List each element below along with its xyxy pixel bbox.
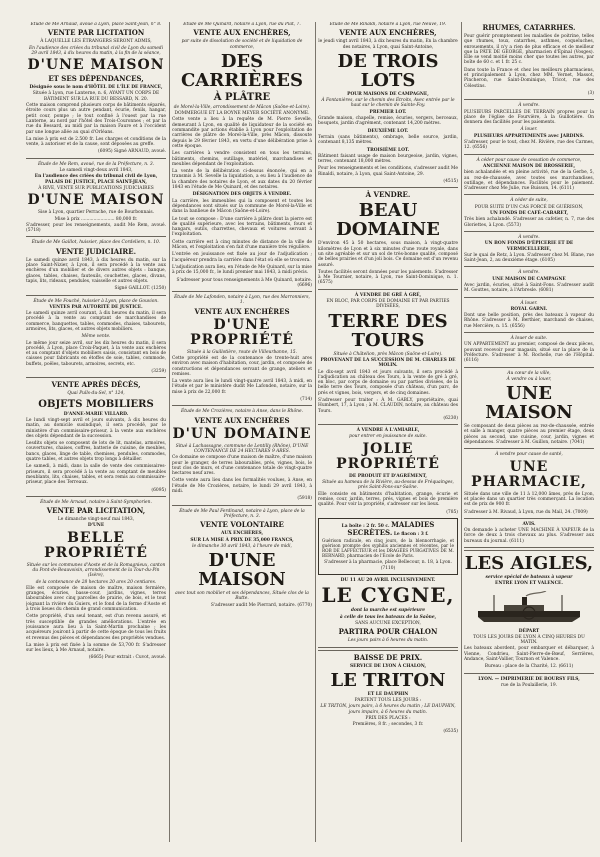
ad-body: Située dans une ville de 11 à 12,000 âmes, près de Lyon, et placée dans un quartier très commerçant. La location est de prix de 900 fr.: [464, 491, 594, 508]
ad-subtitle: SERVICE DE LYON À CHALON,: [350, 663, 426, 669]
ad-signature: (5918): [297, 496, 312, 502]
ad-signature: (6230): [443, 415, 458, 421]
ad-headline: D'UNE MAISON: [27, 192, 165, 209]
ad-title: VENTE JUDICIAIRE.: [55, 246, 137, 256]
divider: [464, 194, 594, 195]
ad-signature: (6095) Signé ARNAUD, avoué.: [98, 149, 166, 155]
flacon-price: Le flacon : 3 f.: [393, 532, 429, 538]
ad-belle-propriete: [26, 500, 166, 661]
ad-signature: S'adresser audit Me Pierrard, notaire. (6770): [210, 602, 312, 608]
ad-section-title: TROISIÈME LOT.: [366, 147, 410, 153]
ad-rhumes: [464, 24, 594, 96]
ad-headline: À PLÂTRE: [213, 91, 271, 103]
ad-title: VENTE AUX ENCHÈRES,: [193, 28, 291, 38]
ad-body: UN APPARTEMENT au premier, composé de deux pièces, pouvant recevoir pour magasin, situé sur la place de la Préfecture. S'adresser à M. Rochelle, rue de l'Hôpital. (6116): [464, 342, 594, 364]
ad-subtitle: le dimanche 30 avril 1843, à l'heure de midi,: [192, 543, 292, 549]
ad-subtitle: AUX ENCHÈRES,: [220, 531, 264, 537]
ad-une-maison: [464, 371, 594, 446]
ad-headline: JOLIE PROPRIÉTÉ: [336, 440, 440, 472]
ad-subtitle: TOUS LES JOURS DE LYON À CINQ HEURES DU MATIN.: [473, 634, 585, 646]
column-1: [26, 22, 166, 662]
column-rule: [461, 22, 462, 842]
ad-subtitle: Située à Lyon, rue Lanterne, n. 6, AYANT UN CORPS DE BÂTIMENT SUR LA RUE DU BESSARD, N. 20.: [32, 91, 160, 102]
ad-subtitle: DÉPART: [518, 628, 540, 634]
ad-title: À céder pour cause de cessation de commerce,: [476, 157, 582, 163]
ad-header: Étude de Me Crozières, notaire à Anse, dans le Rhône.: [181, 409, 303, 415]
ad-title: VENTE AUX ENCHÈRES,: [339, 28, 437, 38]
imprint-line: LYON. — IMPRIMERIE DE BOURSY FILS,: [478, 676, 580, 682]
ad-signature: (4515): [443, 179, 458, 185]
ad-body: Elle est composée de maison de maître, maison fermière, granges, écuries, basse-cour, jardins, vignes, terres labourables avec cinq parcelles de prairie, de bois, et le tout joignant la rivière du Guiers, et le fond de la ferme d'Aoste et à trois lieues du chemin de grand communication.: [26, 585, 166, 613]
ad-title: DU 11 AU 20 AVRIL INCLUSIVEMENT.: [340, 578, 436, 584]
ad-signature: (3259): [151, 369, 166, 375]
ad-beau-domaine: [318, 191, 458, 285]
ad-body: La vente de la délibération ci-dessus énoncée, qui en a transmis à M. Sevelle la liquidation, a eu lieu à l'audience de la chambre des notaires de Lyon, et aux dates du 20 février 1843 en l'étude de Me Quinard, et des notaires.: [172, 169, 312, 191]
ad-subtitle: avec tout son mobilier et ses dépendances, Située clos de la Butte.: [175, 591, 309, 602]
ad-subtitle: ROYAL GARNI.: [510, 306, 548, 312]
ad-subtitle: Sise à Lyon, quartier Perrache, rue de Bourbonnais.: [37, 210, 155, 216]
ad-body: Cette carrière est à cinq minutes de distance de la ville de Mâcon, et l'exploitation s'en fait d'une manière très régulière.: [172, 239, 312, 251]
ad-headline: RHUMES, CATARRHES.: [482, 23, 576, 32]
ad-subtitle: pour entrer en jouissance de suite.: [349, 434, 427, 440]
ad-header: Étude de Me Arnaud, notaire à Saint-Symphorien.: [40, 499, 152, 505]
ad-subtitle: D'ANNE-MARIE VILLARD.: [63, 411, 129, 417]
ad-headline: OBJETS MOBILIERS: [38, 398, 154, 410]
ad-body: S'adresser, pour les renseignements, audit Me Rem, avoué. (5718): [26, 222, 166, 234]
ad-body: Les carrières à vendre consistent en tous les terrains, bâtiments, chemins, outillage, matériel, marchandises et meubles dépendant de l'exploitation.: [172, 151, 312, 167]
ad-domaine-lentilly: [172, 409, 312, 501]
ad-body: Pour guérir promptement les maladies de poitrine, telles que rhumes, toux, catarrhes, asthmes, coqueluches, enrouements, il n'y a rien de plus efficace et de meilleur que la PÂTE DE GEORGÉ, pharmacien d'Épinal (Vosges). Elle se vend moitié moins cher que toutes les autres, par boîte de 60 c. et 1 fr. 25 c.: [464, 34, 594, 66]
ad-headline: DES CARRIÈRES: [180, 50, 304, 91]
ad-body: Dans toute la France et chez les meilleurs pharmaciens, et principalement à Lyon, chez MM. Vernet, Massot, Pincheron, rue Saint-Dominique, Tricot, rue des Célestins.: [464, 67, 594, 89]
ad-ventes-autorite: [26, 299, 166, 375]
divider: [464, 99, 594, 100]
ad-body: Cette propriété, d'un seul tenant, est d'un revenu assuré, et très susceptible de grandes améliorations. L'entrée en jouissance aura lieu à la Saint-Martin prochaine ; les acquéreurs jouiront à partir de cette époque de tous les fruits et revenus des pièces et dépendances des propriétés vendues.: [26, 614, 166, 641]
ad-vente-volontaire: [172, 509, 312, 608]
ad-parcelles: [464, 103, 594, 150]
ad-body: Très bien achalandé. S'adresser au cafetier, n. 7, rue des Gloriettes, à Lyon. (5573): [464, 217, 594, 228]
ad-body: Cette vente aura lieu dans les formalités voulues, à Anse, en l'étude de Me Crozières, notaire, le lundi 29 avril 1843, à midi.: [172, 478, 312, 495]
ad-subtitle: Quai Pulls-du-Sel, n° 124,: [67, 391, 125, 397]
ad-headline: D'UNE MAISON: [198, 550, 286, 591]
ad-body: S'adresser, pour le tout, chez M. Rivière, rue des Carmes, 12. (6556): [464, 140, 594, 151]
ad-title: À vendre.: [518, 103, 540, 109]
imprint-line: rue de la Poulaillerie, 19.: [500, 682, 558, 688]
ad-body: D'environ 45 à 50 hectares, sous maison, à vingt-quatre kilomètres de Lyon et à six minutes d'une route royale, dans un site agréable et sur un sol de très-bonne qualité, composé de belles prairies et d'un joli bois. Ce domaine est d'un revenu assuré.: [318, 241, 458, 268]
ad-signature: (6665) Pour extrait : Cuvot, avoué.: [88, 655, 166, 661]
ad-body: Le tout se compose : D'une carrière à plâtre dont la pierre est de qualité supérieure, avec les terrains, bâtiments, fours et hangars, outils, charrettes, chevaux et voitures servant à l'exploitation.: [172, 216, 312, 238]
ad-body: Cette maison comprend plusieurs corps de bâtiments séparés, étroite cours plus un autre pendant, écurie, fenils, hangar, petit cour, pompe ; le tout confiné à l'ouest par la rue Lanterne, au nord par l'hôtel des Trois-Couronnes ; et par la rue du Bessard, au midi par la maison Faure et à l'occident par une longue allée au quai d'Orléans.: [26, 103, 166, 135]
ad-carrieres: [172, 22, 312, 288]
ad-subtitle: PROVENANT DE LA SUCCESSION DE M. CHARLES DE MOLIN.: [320, 357, 456, 369]
ad-body: Le samedi quinze avril courant, à dix heures du matin, il sera procédé à la vente au comptant de marchandises de commerce, banquettes, tables, commodes, chaises, tabourets, armoires, lits, glaces, et autres objets mobiliers.: [26, 311, 166, 332]
ad-body: Ce domaine se compose d'une maison de maître, d'une maison pour le granger, de terres labourables, prés, vignes, bois, le tout clos de murs, et d'une contenance totale de vingt-quatre hectares neuf ares.: [172, 455, 312, 477]
ad-maladies-secretes: [318, 518, 458, 575]
ad-subtitle: En l'audience des criées du tribunal civil de Lyon du samedi 29 avril 1843, à dix heures du matin, à la fin de la séance,: [28, 45, 164, 56]
divider: [464, 547, 594, 551]
ad-body: Grande maison, chapelle, remise, écuries, vergers, berceaux, bosquets, jardin d'agrément, contenant 14,200 mètres.: [318, 116, 458, 127]
ad-headline: D'UNE PROPRIÉTÉ: [190, 316, 294, 348]
ad-body: S'adresser à M. Rivaud, à Lyon, rue du Mail, 24. (7009): [464, 509, 588, 515]
ad-headline: LE TRITON: [330, 669, 446, 691]
steamboat-illustration: [474, 591, 584, 625]
ad-trois-lots: [318, 22, 458, 184]
ad-appartement: [464, 336, 594, 363]
divider: [172, 405, 312, 406]
ad-body: Bâtiment faisant usage de maison bourgeoise, jardin, vignes, terres, contenant 18,000 mètres.: [318, 153, 458, 165]
ad-title: À louer de suite.: [510, 336, 548, 342]
ad-body: Se composant de deux pièces au rez-de-chaussée, entrée et salle à manger, quatre pièces au premier étage, deux pièces au second, une cuisine, cour, jardin, vignes et dépendances. S'adresser à M. Guillon, notaire. (7041): [464, 424, 594, 446]
ad-maison-perrache: [26, 162, 166, 234]
ad-section-title: DÉSIGNATION DES OBJETS À VENDRE.: [192, 192, 292, 198]
column-rule: [169, 22, 170, 842]
ad-hotel-ile-de-france: [26, 22, 166, 155]
ad-title: VENTES PAR AUTORITÉ DE JUSTICE.: [49, 304, 143, 310]
column-2: [172, 22, 312, 609]
divider: [318, 187, 458, 188]
ad-headline: BEAU DOMAINE: [336, 200, 440, 241]
ad-body: Toutes facilités seront données pour les paiements. S'adresser à Me Tournier, notaire, à Lyon, rue Saint-Dominique, n. 1. (6575): [318, 269, 458, 286]
ad-body: Dont une belle position, près des bateaux à vapeur du Rhône. S'adresser à M. Berthier, marchand de chaises, rue Mercière, n. 15. (6556): [464, 313, 594, 329]
ad-objets-mobiliers: [26, 381, 166, 492]
ad-propriete-guillotiere: [172, 295, 312, 402]
ad-signature: Signé GAILLOT. (1250): [114, 286, 166, 292]
ad-subtitle: Située à Châtelion, près Mâcon (Saône-et-Loire).: [333, 351, 443, 357]
ad-title-row: [322, 521, 454, 538]
ad-title: VENTE AUX ENCHÈRES: [194, 415, 290, 425]
ad-headline: UNE PHARMACIE,: [471, 458, 587, 490]
ad-title: À VENDRE.: [365, 190, 411, 200]
ad-title: À vendre pour cause de santé,: [495, 452, 563, 458]
ad-epicerie: [464, 235, 594, 263]
ad-body: Cette vente a lieu à la requête de M. Pierre Sevelle, demeurant à Lyon, en qualité de liquidateur de la société en commandite par actions établie à Lyon pour l'exploitation de carrières de plâtre de Morel-la-Ville, près Mâcon, dissoute depuis le 29 février 1843, en vertu d'une délibération prise à cette époque.: [172, 117, 312, 149]
ad-body: Le dix-sept avril 1843 et jours suivants, il sera procédé à l'adjudication au château des Tours, à la vente de gré à gré, en bloc, par corps de domaine ou par parties divisées, de la belle terre des Tours, composée d'un château, d'un parc, de prés et vignes, bois, vergers, et de cinq domaines.: [318, 369, 458, 396]
ad-body: Elle consiste en bâtiments d'habitation, grange, écurie et remise, cour, jardin, terres, prés, vignes et bois de première qualité. Pour voir la propriété, s'adresser sur les lieux.: [318, 491, 458, 508]
ad-subtitle: Située à la Guillotière, route de Villeurbanne, 15.: [187, 349, 297, 355]
ad-body: La mise à prix est fixée à la somme de 53,700 fr. S'adresser sur les lieux, à Me Arnaud, notaire.: [26, 642, 166, 654]
ad-header: Étude de Me Gaillot, huissier, place des Cordeliers, n. 10.: [31, 240, 161, 246]
ad-subtitle: à celle de tous les bateaux de la Saône,: [339, 614, 437, 620]
ad-body: Guérison radicale, en cinq jours, de la blennorrhagie, et guérison prompte des syphilis anciennes et récentes, par le ROB DE LAFFECTEUR et les DRAGÉES PURGATIVES DE M. BERNARD, pharmacien de l'École de Paris.: [322, 538, 454, 559]
ad-subtitle: POUR MAISONS DE CAMPAGNE,: [347, 91, 429, 97]
ad-subtitle: Située au hameau de la Rivière, au-dessus de Fréquainges, près Saint-Fons-sur-Saône.: [322, 480, 454, 491]
imprint: [464, 677, 594, 689]
ad-body: PLUSIEURS PARCELLES DE TERRAIN propres pour la place de l'église de Fourvière, à la Guillotière. On donnera des facilités pour les paiements.: [464, 109, 594, 126]
ad-title: AVIS.: [522, 521, 536, 527]
ad-header: Étude de Me Fouché, huissier à Lyon, place de Gouvion.: [33, 298, 159, 304]
divider: [26, 158, 166, 159]
ad-subtitle: ENTRE LYON ET VALENCE.: [495, 581, 563, 587]
ad-jolie-propriete: [318, 428, 458, 515]
ad-subtitle: PARTENT TOUS LES JOURS :: [354, 698, 422, 704]
ad-subtitle: Située sur les communes d'Aoste et de la Romagnieux, canton du Pont-de-Beauvoisin, arrondissement de la Tour-du-Pin (Isère),: [26, 562, 166, 579]
ad-header: Étude de Me Lafonden, notaire à Lyon, rue des Marronniers, 1.: [174, 295, 310, 306]
ad-subtitle: SANS AUCUNE EXCEPTION,: [355, 620, 421, 626]
ad-subtitle: de Morel-la-Ville, arrondissement de Mâcon (Saône-et-Loire).: [173, 104, 311, 110]
ad-title: À vendre.: [518, 234, 540, 240]
ad-header: Étude de Me Rinaldi, notaire à Lyon, rue Neuve, 19.: [329, 22, 447, 27]
ad-subtitle: service spécial de bateaux à vapeur: [485, 575, 573, 580]
divider: [464, 154, 594, 155]
ad-subtitle: SUR LA MISE À PRIX DE 35,000 FRANCS,: [190, 537, 294, 543]
divider: [172, 505, 312, 506]
ad-body: La carrière, les immeubles qui la composent et toutes les dépendances sont situés sur la commune de Morel-la-Ville et dans la banlieue de Mâcon (Saône-et-Loire).: [172, 198, 312, 215]
ad-headline: LE CYGNE,: [321, 583, 455, 608]
ad-headline: DE TROIS LOTS: [337, 50, 439, 91]
column-rule: [315, 22, 316, 842]
ad-subtitle: de la contenance de 28 hectares 20 ares 20 centiares.: [35, 579, 157, 585]
ad-avis: [464, 522, 594, 544]
ad-header: Étude de Me Arnaud, avoué à Lyon, place Saint-Jean, n° 8.: [30, 22, 162, 27]
ad-cafe-cabaret: [464, 198, 594, 227]
ad-header: Étude de Me Paul Ferdinand, notaire à Lyon, place de la Préfecture, n. 3.: [179, 508, 305, 519]
ad-headline: MALADIES SECRÈTES.: [347, 519, 435, 538]
ad-body: La mise à prix est de 2.500 fr. Les charges et conditions de la vente, à autoriser et de la cause, sont déposées au greffe.: [26, 136, 166, 148]
ad-signature: (3): [587, 90, 594, 96]
ad-subtitle: EN BLOC, PAR CORPS DE DOMAINE ET PAR PARTIES DIVISÉES,: [326, 299, 450, 310]
ad-title: VENTE PAR LICITATION: [47, 28, 145, 38]
divider: [464, 673, 594, 674]
ad-headline: BELLE PROPRIÉTÉ: [44, 529, 148, 561]
ad-title: Au cœur de la ville,: [507, 370, 551, 376]
ad-headline: ET SES DÉPENDANCES,: [48, 74, 144, 84]
ad-le-cygne: [318, 578, 458, 734]
ad-maison-campagne: [464, 270, 594, 293]
divider: [464, 297, 594, 298]
ad-body: Le lundi vingt-sept avril et jours suivants, à dix heures du matin, au domicile susindiqué, il sera procédé, par le ministère d'un commissaire-priseur, à la vente aux enchères des objets dépendant de la succession.: [26, 417, 166, 439]
ad-headline: TERRE DES TOURS: [328, 310, 448, 351]
ad-body: Pour les renseignements et les conditions, s'adresser audit Me Rinaldi, notaire, à Lyon, quai Saint-Antoine, 29.: [318, 166, 458, 177]
ad-body: Le samedi, à midi, dans la salle de vente des commissaires-priseurs, il sera procédé à la vente au comptant de meubles meublants, lits, chaises, tables, et sera remis au commissaire-priseur, place des Terreaux.: [26, 464, 166, 486]
ad-headline: D'UN DOMAINE: [172, 425, 312, 442]
ad-subtitle: dont la marche est supérieure: [350, 608, 426, 614]
ad-title: À céder de suite,: [510, 198, 548, 204]
ad-body: Les bateaux abordent, pour embarquer et débarquer, à Vienne, Condrieu, Saint-Pierre-de-Bœuf, Serrières, Andance, Saint-Vallier, Tournon et Valence.: [464, 646, 594, 663]
divider: [318, 424, 458, 425]
ad-body: Le samedi quinze avril 1843, à dix heures du matin, sur la place Saint-Nizier, à Lyon, il sera procédé à la vente aux enchères d'un mobilier et de divers autres objets : banque, glaces, tables, chaises, fauteuils, couchettes, glaces, divans, tapis, lits, rideaux, pendules, vaisselle et autres objets.: [26, 257, 166, 284]
ad-pharmacie: [464, 452, 594, 514]
ad-title: À vendre.: [518, 270, 540, 276]
ad-subtitle: DE PRODUIT ET D'AGRÉMENT,: [349, 473, 427, 479]
ad-subtitle: À LAQUELLE LES ÉTRANGERS SERONT ADMIS,: [40, 39, 152, 45]
divider: [318, 289, 458, 290]
ad-header: Étude de Me Quinard, notaire à Lyon, rue du Plat, 7.: [183, 22, 301, 27]
ad-subtitle: ANCIENNE MAISON DE BROSSERIE,: [482, 163, 576, 169]
ad-subtitle: Même vente.: [81, 334, 111, 340]
ad-header: Étude de Me Rem, avoué, rue de la Préfecture, n. 3.: [37, 161, 155, 167]
divider: [464, 448, 594, 449]
ad-signature: S'adresser à la pharmacie, place Bellecour, n. 18, à Lyon. (7110): [324, 560, 452, 571]
ad-subtitle: UN BON FONDS D'ÉPICERIE ET DE VERMICELLERIE,: [484, 241, 574, 252]
ad-headline: UNE MAISON: [485, 383, 573, 424]
ad-subtitle: PRIX DES PLACES :: [365, 716, 411, 721]
ad-signature: (785): [446, 509, 458, 515]
box-price: La boîte : 2 fr. 50 c.: [341, 523, 390, 529]
ad-subtitle: À Fontanières, sur le chemin des Étroits, Avec entrée par le haut sur le chemin de Sainte-Foy.: [321, 98, 455, 109]
ad-signature: (6095): [151, 487, 166, 493]
divider: [172, 291, 312, 292]
ad-section-title: DEUXIÈME LOT.: [367, 128, 409, 134]
ad-subtitle: UNE MAISON DE CAMPAGNE: [492, 276, 566, 282]
ad-subtitle: Le samedi vingt-deux avril 1843,: [59, 168, 133, 174]
divider: [26, 236, 166, 237]
ad-title: BAISSE DE PRIX.: [353, 652, 423, 662]
ad-title: À louer.: [520, 127, 538, 133]
ad-subtitle: Désignée sous le nom d'HÔTEL DE L'ÎLE DE FRANCE,: [29, 85, 163, 91]
divider: [464, 332, 594, 333]
ad-body: Terrain (sans bâtiments), ombrage, belle source, jardin, contenant 8,135 mètres.: [318, 134, 458, 146]
ad-price: Premières, 8 fr. ; secondes, 3 fr.: [352, 722, 424, 728]
ad-body: bien achalandée et en pleine activité, rue de la Gerbe, 5, au rez-de-chaussée, avec toutes ses marchandises, outillage, et dépendances. Facilités pour le paiement. S'adresser chez Me Julie, rue Buisson, 14. (6111): [464, 170, 594, 192]
divider: [464, 231, 594, 232]
ad-les-aigles: [464, 554, 594, 670]
ad-signature: S'adresser pour tous renseignements à Me Quinard, notaire. (6696): [176, 277, 312, 288]
ad-subtitle: À vendre ou à louer,: [506, 376, 552, 382]
ad-subtitle: À RIVE, VENTE SUR PUBLICATIONS JUDICIAIRES: [38, 185, 154, 191]
ad-subtitle: Le dimanche vingt-neuf mai 1843,: [57, 517, 135, 523]
column-3: [318, 22, 458, 735]
ad-body: Sur le quai de Retz, à Lyon. S'adresser chez M. Blane, rue Saint-Jean, 2, au deuxième étage. (6105): [464, 252, 594, 264]
ad-body: Lesdits objets se composent de lots de lit, matelas, armoires, couvertures, chaises, coffres, batterie de cuisine, de meubles, bancs, glaces, linge de table, chemises, pendules, commodes, quatre tables, et autres objets trop longs à détailler.: [26, 441, 166, 463]
divider: [26, 377, 166, 378]
ad-subtitle: ET LE DAUPHIN: [367, 691, 409, 697]
ad-title: VENTE APRÈS DÉCÈS,: [51, 380, 141, 390]
ad-body: L'adjudication aura lieu, en l'étude de Me Quinard, sur la mise à prix de 15,000 fr., le lundi premier mai 1843, à midi précis.: [172, 264, 312, 276]
ad-subtitle: UN FONDS DE CAFÉ-CABARET,: [489, 211, 569, 217]
ad-signature: (6535): [443, 728, 458, 734]
ad-subtitle: En l'audience des criées du tribunal civil de Lyon, PALAIS DE JUSTICE, PLACE SAINT-JEAN,: [34, 174, 158, 185]
ad-subtitle: D'UNE: [87, 523, 105, 529]
ad-subtitle: Situé à Lachassagne, commune de Lentilly (Rhône), D'UNE CONTENANCE DE 24 HECTARES 9 ARES.: [175, 443, 309, 454]
ad-vente-judiciaire: [26, 240, 166, 291]
divider: [464, 518, 594, 519]
ad-body: L'entrée en jouissance est fixée au jour de l'adjudication ; l'acquéreur prendra la carrière dans l'état où elle se trouvera.: [172, 252, 312, 263]
divider: [464, 266, 594, 267]
ad-title: À VENDRE DE GRÉ À GRÉ,: [354, 292, 422, 298]
ad-body: Avec jardin, écuries, situé à Saint-Fons. S'adresser audit M. Gouttes, notaire, à l'Arbresle. (6081): [464, 282, 594, 294]
ad-body: Cette propriété est de la contenance de trente-huit ares environ avec maison d'habitation, cour, jardin, et composée de constructions et dépendances servant de grange, ateliers et remises.: [172, 355, 312, 377]
column-4: [464, 22, 594, 689]
ad-signature: (714): [300, 397, 312, 403]
divider: [464, 367, 594, 368]
divider: [26, 496, 166, 497]
ad-signature: Bureau : place de la Charité, 12. (6611): [484, 664, 574, 670]
ad-body: Le même jour seize avril, sur les dix heures du matin, il sera procédé, à Lyon, place Croix-Paquet, à la vente aux enchères et au comptant d'objets mobiliers saisis, consistant en bois de caisses pour fabricants en étoffes de soie, tables, commode, buffets, poêles, tabourets, armoires, secrets, etc.: [26, 340, 166, 367]
ad-subtitle: PLUSIEURS APPARTEMENTS avec JARDINS.: [473, 133, 585, 139]
ad-section-title: PREMIER LOT.: [369, 109, 407, 115]
ad-subtitle: PARTIRA POUR CHALON: [338, 627, 438, 637]
ad-price: Mise à prix ........................ 80,000 fr.: [54, 216, 138, 222]
ad-title: VENTE AUX ENCHÈRES: [194, 306, 290, 316]
ad-subtitle: le jeudi vingt avril 1843, à dix heures du matin, En la chambre des notaires, à Lyon, quai Saint-Antoine,: [318, 39, 458, 50]
ad-brosserie: [464, 158, 594, 192]
ad-subtitle: POUR SUITE D'UN CAS FORCÉ DE GUÉRISON,: [474, 204, 584, 210]
divider: [26, 295, 166, 296]
ad-subtitle: Les jours pairs à 6 heures du matin.: [347, 638, 429, 644]
ad-title: VENTE PAR LICITATION,: [46, 506, 146, 516]
ad-body: La vente aura lieu le lundi vingt-quatre avril 1843, à midi, en l'étude et par le ministère dudit Me Lafonden, notaire, sur la mise à prix de 22,000 fr.: [172, 379, 312, 395]
ad-body: S'adresser pour traiter : À M. GABLY, propriétaire, quai Humbert, 17, à Lyon ; à M. CLAUDIN, notaire, au château des Tours.: [318, 397, 458, 414]
divider: [318, 647, 458, 651]
ad-terre-des-tours: [318, 293, 458, 421]
ad-title: À louer.: [520, 300, 538, 306]
ad-body: On demande à acheter UNE MACHINE À VAPEUR de la force de deux à trois chevaux au plus. S'adresser aux bureaux du journal. (6111): [464, 528, 594, 544]
ad-headline: D'UNE MAISON: [27, 57, 165, 74]
ad-title: VENTE VOLONTAIRE: [200, 520, 284, 530]
ad-title: À VENDRE À L'AMIABLE,: [356, 428, 420, 434]
ad-body: LE TRITON, jours pairs, à 6 heures du matin ; LE DAUPHIN, jours impairs, à 6 heures du matin.: [320, 704, 456, 715]
ad-headline: LES AIGLES,: [464, 553, 594, 574]
ad-subtitle: par suite de dissolution de société et de liquidation de commerce,: [181, 39, 303, 50]
ad-subtitle: DOMMERGUE ET LA BOYNE MEYER SOCIÉTÉ ANONYME.: [174, 111, 310, 117]
ad-royal-garni: [464, 301, 594, 329]
